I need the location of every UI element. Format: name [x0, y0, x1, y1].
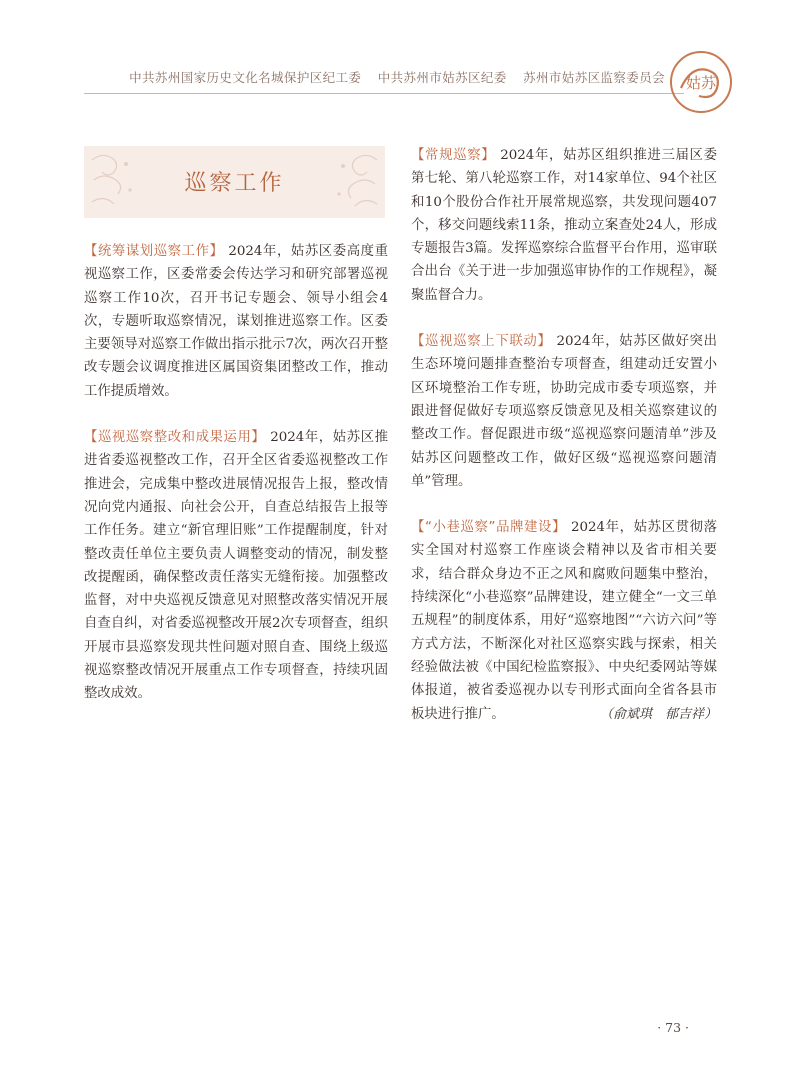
- paragraph-body: 2024年，姑苏区贯彻落实全国对村巡察工作座谈会精神以及省市相关要求，结合群众身边不正之风和腐败问题集中整治，持续深化“小巷巡察”品牌建设，建立健全“一文三单五规程”的制度体系，用好“巡察地图”“六访六问”等方式方法，不断深化对社区巡察实践与探索，相关经验做法被《中国纪检监察报》、中央纪委网站等媒体报道，被省委巡视办以专刊形式面向全省各县市板块进行推广。: [411, 520, 718, 722]
- paragraph-body: 2024年，姑苏区委高度重视巡察工作，区委常委会传达学习和研究部署巡视巡察工作10次，召开书记专题会、领导小组会4次，专题听取巡察情况，谋划推进巡察工作。区委主要领导对巡察工作做出指示批示7次，两次召开整改专题会议调度推进区属国资集团整改工作，推动工作提质增效。: [84, 244, 388, 399]
- paragraph-tag: 【“小巷巡察”品牌建设】: [411, 520, 567, 536]
- section-title-box: [84, 146, 385, 218]
- page-number: · 73 ·: [657, 1020, 689, 1035]
- paragraph-brand-building: [411, 516, 717, 726]
- section-title: 巡察工作: [184, 171, 285, 196]
- author-credit: （俞斌琪 郁吉祥）: [599, 706, 717, 722]
- paragraph-tag: 【统筹谋划巡察工作】: [84, 244, 224, 259]
- left-column: [84, 240, 388, 729]
- paragraph-tag: 【常规巡察】: [411, 148, 496, 163]
- paragraph-body: 2024年，姑苏区组织推进三届区委第七轮、第八轮巡察工作，对14家单位、94个社区和10个股份合作社开展常规巡察，共发现问题407个，移交问题线索11条，推动立案查处24人，形成专题报告3篇。发挥巡察综合监督平台作用，巡审联合出台《关于进一步加强巡审协作的工作规程》，凝聚监督合力。: [411, 148, 718, 303]
- header-org-3: 苏州市姑苏区监察委员会: [523, 70, 665, 85]
- paragraph-linkage: [411, 330, 717, 493]
- header-org-1: 中共苏州国家历史文化名城保护区纪工委: [129, 70, 362, 85]
- header-organizations: [117, 68, 665, 86]
- paragraph-body: 2024年，姑苏区推进省委巡视整改工作，召开全区省委巡视整改工作推进会，完成集中整改进展情况报告上报，整改情况向党内通报、向社会公开，自查总结报告上报等工作任务。建立“新官理旧账”工作提醒制度，针对整改责任单位主要负责人调整变动的情况，制发整改提醒函，确保整改责任落实无缝衔接。加强整改监督，对中央巡视反馈意见对照整改落实情况开展自查自纠，对省委巡视整改开展2次专项督查，组织开展市县巡察发现共性问题对照自查、围绕上级巡视巡察整改情况开展重点工作专项督查，持续巩固整改成效。: [84, 430, 389, 702]
- gusu-logo: [667, 48, 735, 116]
- header-rule: [84, 93, 684, 94]
- paragraph-rectification: [84, 426, 388, 706]
- paragraph-routine-inspection: [411, 144, 717, 307]
- header-org-2: 中共苏州市姑苏区纪委: [377, 70, 507, 85]
- right-column: [411, 144, 717, 749]
- paragraph-overall-planning: [84, 240, 388, 403]
- paragraph-tag: 【巡视巡察上下联动】: [411, 334, 552, 350]
- paragraph-body: 2024年，姑苏区做好突出生态环境问题排查整治专项督查，组建动迁安置小区环境整治工作专班，协助完成市委专项巡察，并跟进督促做好专项巡察反馈意见及相关巡察建议的整改工作。督促跟进市级“巡视巡察问题清单”涉及姑苏区问题整改工作，做好区级“巡视巡察问题清单”管理。: [411, 334, 717, 489]
- paragraph-tag: 【巡视巡察整改和成果运用】: [84, 430, 266, 446]
- logo-glyph: 姑苏: [685, 74, 717, 92]
